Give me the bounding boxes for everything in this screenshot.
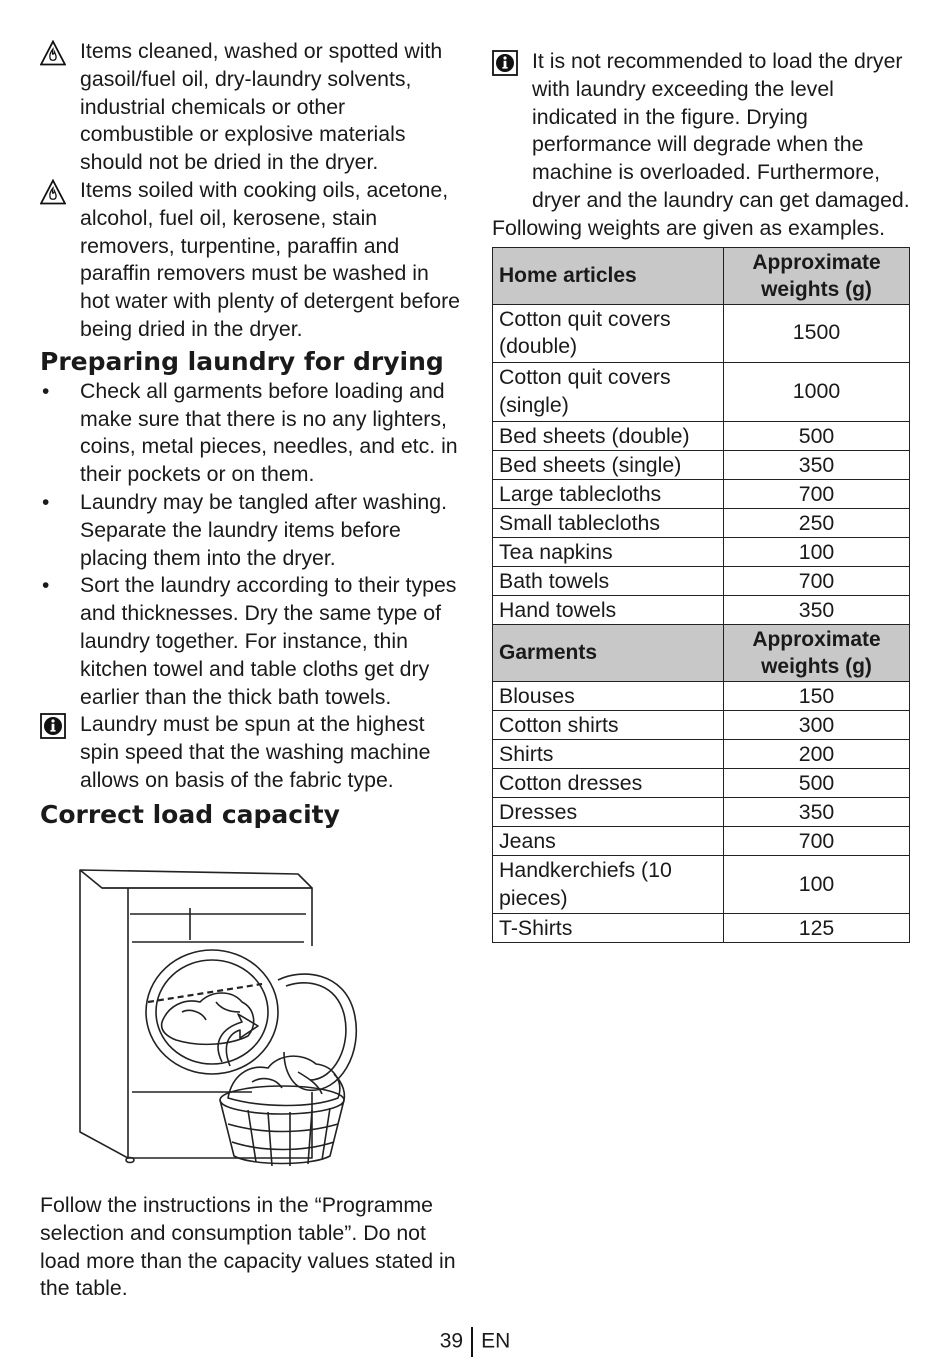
bullet-item: • Sort the laundry according to their types and thicknesses. Dry the same type of laundry together. For instance, thin kitchen towel and table cloths get dry earlier than the thick bath towels.: [42, 573, 457, 709]
header-cell: Approximate weights (g): [724, 624, 910, 681]
bullet-item: • Check all garments before loading and make sure that there is no any lighters, coins, metal pieces, needles, and etc. in their pockets or on them.: [42, 378, 458, 487]
table-row: T-Shirts 125: [493, 914, 910, 943]
left-column: [40, 38, 462, 831]
table-row: Cotton quit covers (single) 1000: [493, 363, 910, 422]
warning-note-2: Items soiled with cooking oils, acetone, alcohol, fuel oil, kerosene, stain removers, turpentine, paraffin and paraffin removers must be washed in hot water with plenty of detergent before being dried in the dryer.: [40, 177, 462, 344]
header-cell: Approximate weights (g): [724, 247, 910, 304]
weights-table: [492, 247, 910, 944]
capacity-instruction: Follow the instructions in the “Programme selection and consumption table”. Do not load more than the capacity values stated in the table.: [40, 1193, 456, 1301]
table-row: Handkerchiefs (10 pieces) 100: [493, 855, 910, 914]
bullet-dot: •: [42, 574, 50, 598]
page-language: EN: [481, 1329, 511, 1353]
page-separator: [471, 1327, 473, 1357]
table-row: Tea napkins 100: [493, 537, 910, 566]
table-row: Small tablecloths 250: [493, 508, 910, 537]
warning-note-1: Items cleaned, washed or spotted with gasoil/fuel oil, dry-laundry solvents, industrial chemicals or other combustible or explosive materials should not be dried in the dryer.: [40, 38, 462, 177]
bullet-dot: •: [42, 490, 50, 514]
header-cell: Home articles: [493, 247, 724, 304]
table-row: Large tablecloths 700: [493, 479, 910, 508]
table-row: Bed sheets (single) 350: [493, 450, 910, 479]
info-icon: [492, 50, 518, 76]
table-row: Bath towels 700: [493, 566, 910, 595]
info-note-left: Laundry must be spun at the highest spin speed that the washing machine allows on basis of the fabric type.: [40, 711, 462, 794]
table-row: Jeans 700: [493, 826, 910, 855]
table-row: Cotton quit covers (double) 1500: [493, 304, 910, 363]
table-row: Cotton dresses 500: [493, 768, 910, 797]
dryer-load-illustration: [72, 862, 432, 1174]
table-header-row: [493, 247, 910, 304]
header-cell: Garments: [493, 624, 724, 681]
bullet-dot: •: [42, 379, 50, 403]
page-footer: [0, 1327, 950, 1357]
table-header-row: [493, 624, 910, 681]
table-row: Blouses 150: [493, 681, 910, 710]
bullet-item: • Laundry may be tangled after washing. Separate the laundry items before placing them into the dryer.: [42, 489, 448, 570]
fire-warning-icon: [40, 40, 66, 66]
right-column: [492, 48, 912, 943]
info-note-right: It is not recommended to load the dryer with laundry exceeding the level indicated in the figure. Drying performance will degrade when the machine is overloaded. Furthermore, dryer and the laundry can get damaged.: [492, 48, 912, 215]
fire-warning-icon: [40, 179, 66, 205]
page-number: 39: [439, 1329, 464, 1353]
table-row: Shirts 200: [493, 739, 910, 768]
preparing-heading: Preparing laundry for drying: [40, 346, 444, 376]
table-row: Dresses 350: [493, 797, 910, 826]
table-row: Cotton shirts 300: [493, 710, 910, 739]
info-icon: [40, 713, 66, 739]
weights-intro: Following weights are given as examples.: [492, 215, 886, 240]
table-row: Hand towels 350: [493, 595, 910, 624]
capacity-heading: Correct load capacity: [40, 799, 340, 829]
table-row: Bed sheets (double) 500: [493, 421, 910, 450]
